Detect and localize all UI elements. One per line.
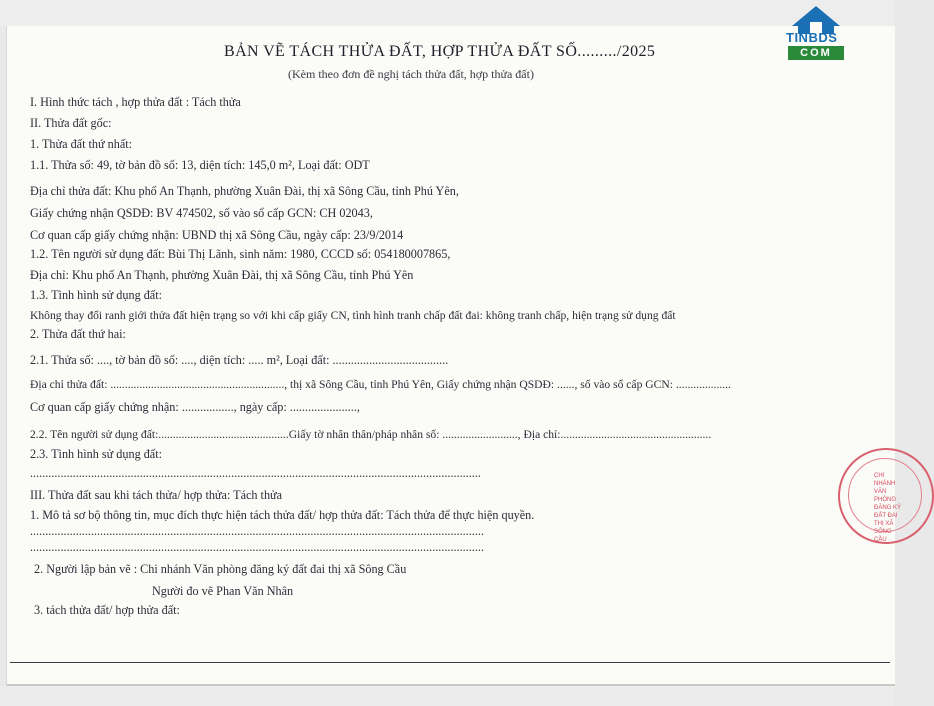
- section-i-line: I. Hình thức tách , hợp thửa đất : Tách thửa: [30, 95, 241, 109]
- document-title: BẢN VẼ TÁCH THỬA ĐẤT, HỢP THỬA ĐẤT SỐ........./2025: [224, 43, 656, 60]
- parcel-1-certificate: Giấy chứng nhận QSDĐ: BV 474502, số vào sổ cấp GCN: CH 02043,: [30, 206, 373, 220]
- parcel-1-info: 1.1. Thửa số: 49, tờ bản đồ số: 13, diện tích: 145,0 m², Loại đất: ODT: [30, 158, 370, 172]
- section-ii-heading: II. Thửa đất gốc:: [30, 116, 112, 130]
- top-margin: [0, 0, 894, 27]
- parcel-2-address: Địa chỉ thửa đất: ............................................................, thị xã Sông Cầu, tỉnh Phú Yên, Giấy chứng nhận QSDĐ: ......, số vào sổ cấp GCN: ...................: [30, 378, 731, 391]
- page-bottom-rule: [10, 662, 890, 663]
- section-iii-dots-2: .....................................................................................................................................................: [30, 540, 484, 554]
- parcel-1-address: Địa chỉ thửa đất: Khu phố An Thạnh, phường Xuân Đài, thị xã Sông Cầu, tỉnh Phú Yên,: [30, 184, 459, 198]
- parcel-1-issuer: Cơ quan cấp giấy chứng nhận: UBND thị xã Sông Cầu, ngày cấp: 23/9/2014: [30, 228, 404, 242]
- parcel-1-heading: 1. Thửa đất thứ nhất:: [30, 137, 133, 151]
- tinbds-logo: [784, 4, 848, 62]
- usage-heading: 1.3. Tình hình sử dụng đất:: [30, 288, 162, 302]
- logo-suffix-text: COM: [788, 46, 844, 60]
- parcel-2-usage-heading: 2.3. Tình hình sử dụng đất:: [30, 447, 162, 461]
- official-seal-stamp: [838, 448, 934, 544]
- usage-status: Không thay đổi ranh giới thửa đất hiện trạng so với khi cấp giấy CN, tình hình tranh chấp đất đai: không tranh chấp, hiện trạng sử dụng đất: [30, 309, 676, 322]
- drafter-line: 2. Người lập bản vẽ : Chi nhánh Văn phòng đăng ký đất đai thị xã Sông Cầu: [34, 562, 407, 576]
- surveyor-line: Người đo vẽ Phan Văn Nhân: [152, 584, 294, 598]
- section-iii-dots-1: .....................................................................................................................................................: [30, 524, 484, 538]
- section-iii-heading: III. Thửa đất sau khi tách thửa/ hợp thửa: Tách thửa: [30, 488, 283, 502]
- parcel-2-heading: 2. Thửa đất thứ hai:: [30, 327, 126, 341]
- owner-address: Địa chỉ: Khu phố An Thạnh, phường Xuân Đài, thị xã Sông Cầu, tỉnh Phú Yên: [30, 268, 414, 282]
- parcel-2-info: 2.1. Thửa số: ...., tờ bản đồ số: ...., diện tích: ..... m², Loại đất: ......................................: [30, 353, 449, 367]
- parcel-2-usage-dots: ....................................................................................................................................................: [30, 466, 481, 480]
- section-3-line: 3. tách thửa đất/ hợp thửa đất:: [34, 603, 180, 617]
- stamp-text: CHI NHÁNH VĂN PHÒNG ĐĂNG KÝ ĐẤT ĐAI THỊ XÃ SÔNG CẦU: [874, 473, 902, 543]
- parcel-2-owner: 2.2. Tên người sử dụng đất:.............................................Giấy tờ nhân thân/pháp nhân số: .........................., Địa chỉ:....................................................: [30, 428, 712, 441]
- logo-brand-text: TINBDS: [786, 30, 838, 45]
- bottom-margin: [0, 686, 894, 706]
- parcel-2-issuer: Cơ quan cấp giấy chứng nhận: ................., ngày cấp: ......................,: [30, 400, 360, 414]
- parcel-1-owner: 1.2. Tên người sử dụng đất: Bùi Thị Lãnh, sinh năm: 1980, CCCD số: 054180007865,: [30, 247, 451, 261]
- document-subtitle: (Kèm theo đơn đề nghị tách thửa đất, hợp thửa đất): [288, 67, 534, 81]
- section-iii-description: 1. Mô tả sơ bộ thông tin, mục đích thực hiện tách thửa đất/ hợp thửa đất: Tách thửa để thực hiện quyền.: [30, 508, 535, 522]
